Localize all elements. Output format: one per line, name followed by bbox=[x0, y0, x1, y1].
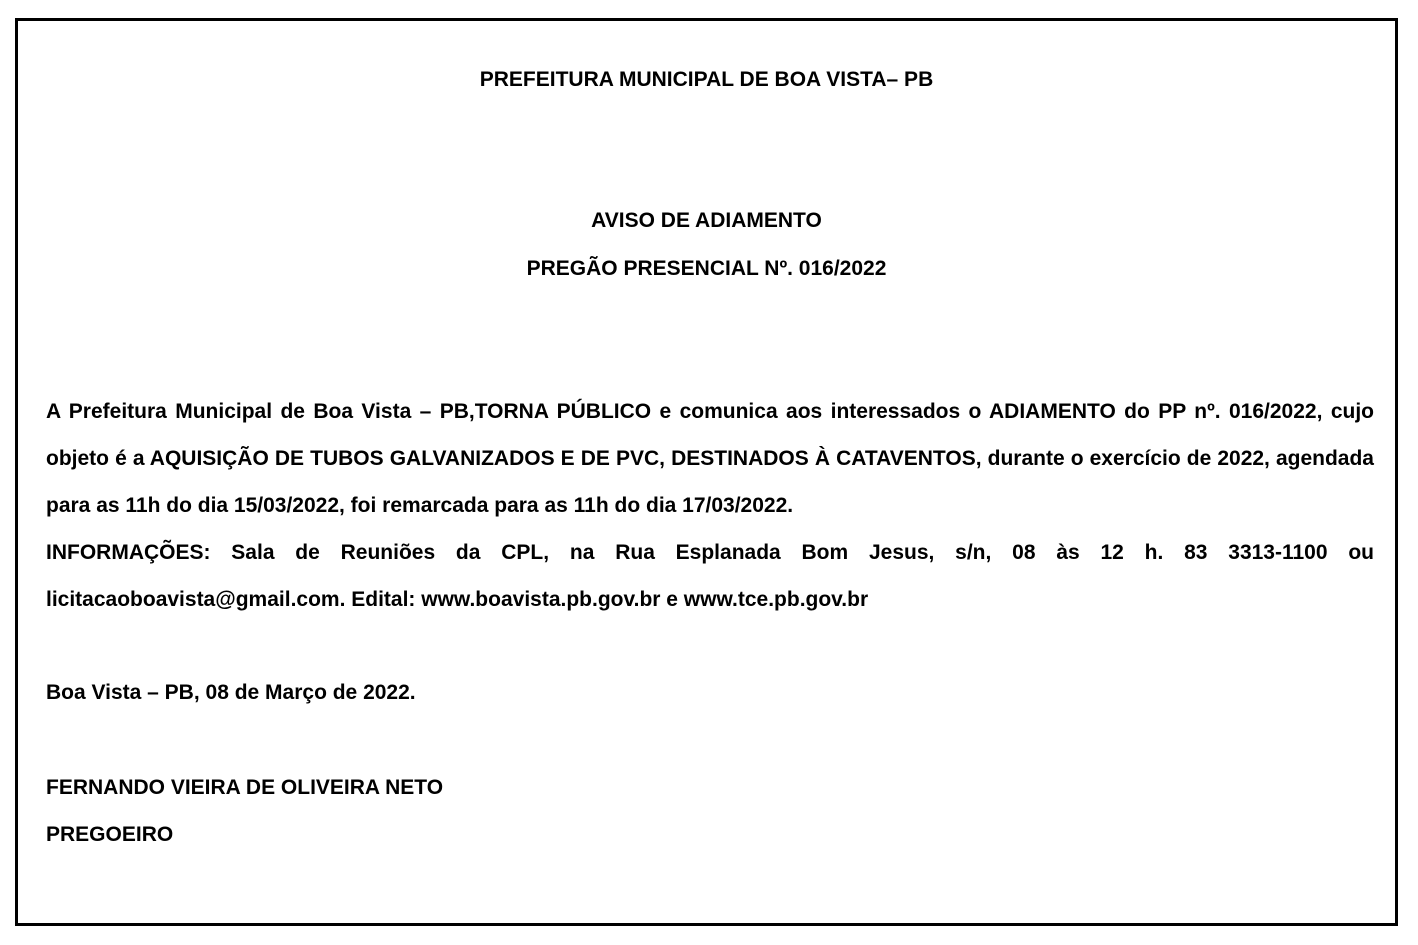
info-paragraph: INFORMAÇÕES: Sala de Reuniões da CPL, na Rua Esplanada Bom Jesus, s/n, 08 às 12 h. 83 3313-1100 ou licitacaoboavista@gmail.com. Edital: www.boavista.pb.gov.br e www.tce.pb.gov.br bbox=[46, 541, 1374, 611]
place-date: Boa Vista – PB, 08 de Março de 2022. bbox=[46, 681, 416, 704]
signer-name: FERNANDO VIEIRA DE OLIVEIRA NETO bbox=[46, 776, 444, 799]
notice-reference: PREGÃO PRESENCIAL Nº. 016/2022 bbox=[526, 257, 887, 280]
notice-type: AVISO DE ADIAMENTO bbox=[591, 209, 822, 232]
signer-role: PREGOEIRO bbox=[46, 823, 174, 846]
body-paragraph: A Prefeitura Municipal de Boa Vista – PB,TORNA PÚBLICO e comunica aos interessados o ADIAMENTO do PP nº. 016/2022, cujo objeto é a AQUISIÇÃO DE TUBOS GALVANIZADOS E DE PVC, DESTINADOS À CATAVENTOS, durante o exercício de 2022, agendada para as 11h do dia 15/03/2022, foi remarcada para as 11h do dia 17/03/2022. bbox=[46, 400, 1374, 517]
document-frame bbox=[15, 18, 1398, 926]
header-title: PREFEITURA MUNICIPAL DE BOA VISTA– PB bbox=[479, 68, 934, 91]
